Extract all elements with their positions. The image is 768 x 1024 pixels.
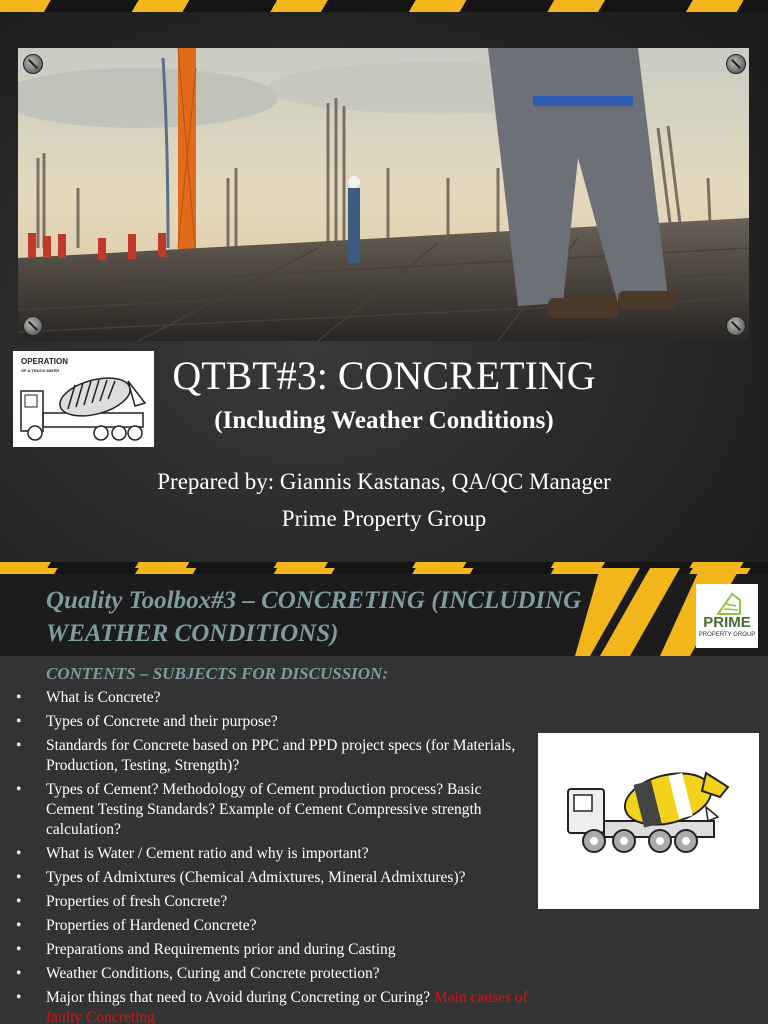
contents-heading: CONTENTS – SUBJECTS FOR DISCUSSION:	[46, 664, 388, 683]
truck-mixer-image	[538, 733, 759, 909]
list-item: • Types of Admixtures (Chemical Admixtures, Mineral Admixtures)?	[0, 868, 530, 888]
truck-caption-subtitle: OF A TRUCK MIXER	[21, 368, 60, 373]
hazard-stripe-top	[0, 0, 768, 12]
list-item	[0, 988, 530, 1024]
list-item: • Properties of fresh Concrete?	[0, 892, 530, 912]
list-item: • Weather Conditions, Curing and Concrete protection?	[0, 964, 530, 984]
contents-slide-title: Quality Toolbox#3 – CONCRETING (INCLUDING WEATHER CONDITIONS)	[46, 587, 582, 647]
slide-title: QTBT#3: CONCRETING	[172, 353, 596, 398]
list-item: • What is Concrete?	[0, 688, 530, 708]
construction-site-photo	[18, 48, 749, 341]
concrete-truck-icon	[538, 733, 759, 909]
truck-caption-title: OPERATION	[21, 357, 68, 366]
slide-subtitle: (Including Weather Conditions)	[214, 407, 554, 434]
contents-header-band	[0, 568, 768, 656]
list-item: • Preparations and Requirements prior and during Casting	[0, 940, 530, 960]
screw-icon	[23, 316, 43, 336]
prepared-by: Prepared by: Giannis Kastanas, QA/QC Manager	[157, 469, 611, 494]
list-item: • What is Water / Cement ratio and why is important?	[0, 844, 530, 864]
prime-logo	[696, 584, 758, 648]
screw-icon	[726, 316, 746, 336]
list-item: • Types of Concrete and their purpose?	[0, 712, 530, 732]
logo-brand: PRIME	[703, 614, 751, 631]
list-item-highlight: Main causes of faulty Concreting	[46, 989, 528, 1024]
list-item: • Properties of Hardened Concrete?	[0, 916, 530, 936]
screw-icon	[726, 54, 746, 74]
list-item: • Types of Cement? Methodology of Cement production process? Basic Cement Testing Standards? Example of Cement Compressive strength calculation?	[0, 780, 530, 840]
company-name: Prime Property Group	[281, 506, 487, 531]
logo-subtitle: PROPERTY GROUP	[698, 632, 756, 638]
list-item: • Standards for Concrete based on PPC and PPD project specs (for Materials, Production, Testing, Strength)?	[0, 736, 530, 776]
contents-slide	[0, 568, 768, 1024]
construction-photo-illustration	[18, 48, 749, 341]
screw-icon	[23, 54, 43, 74]
contents-list	[0, 688, 530, 1024]
list-item-text: Major things that need to Avoid during Concreting or Curing?	[46, 989, 431, 1006]
